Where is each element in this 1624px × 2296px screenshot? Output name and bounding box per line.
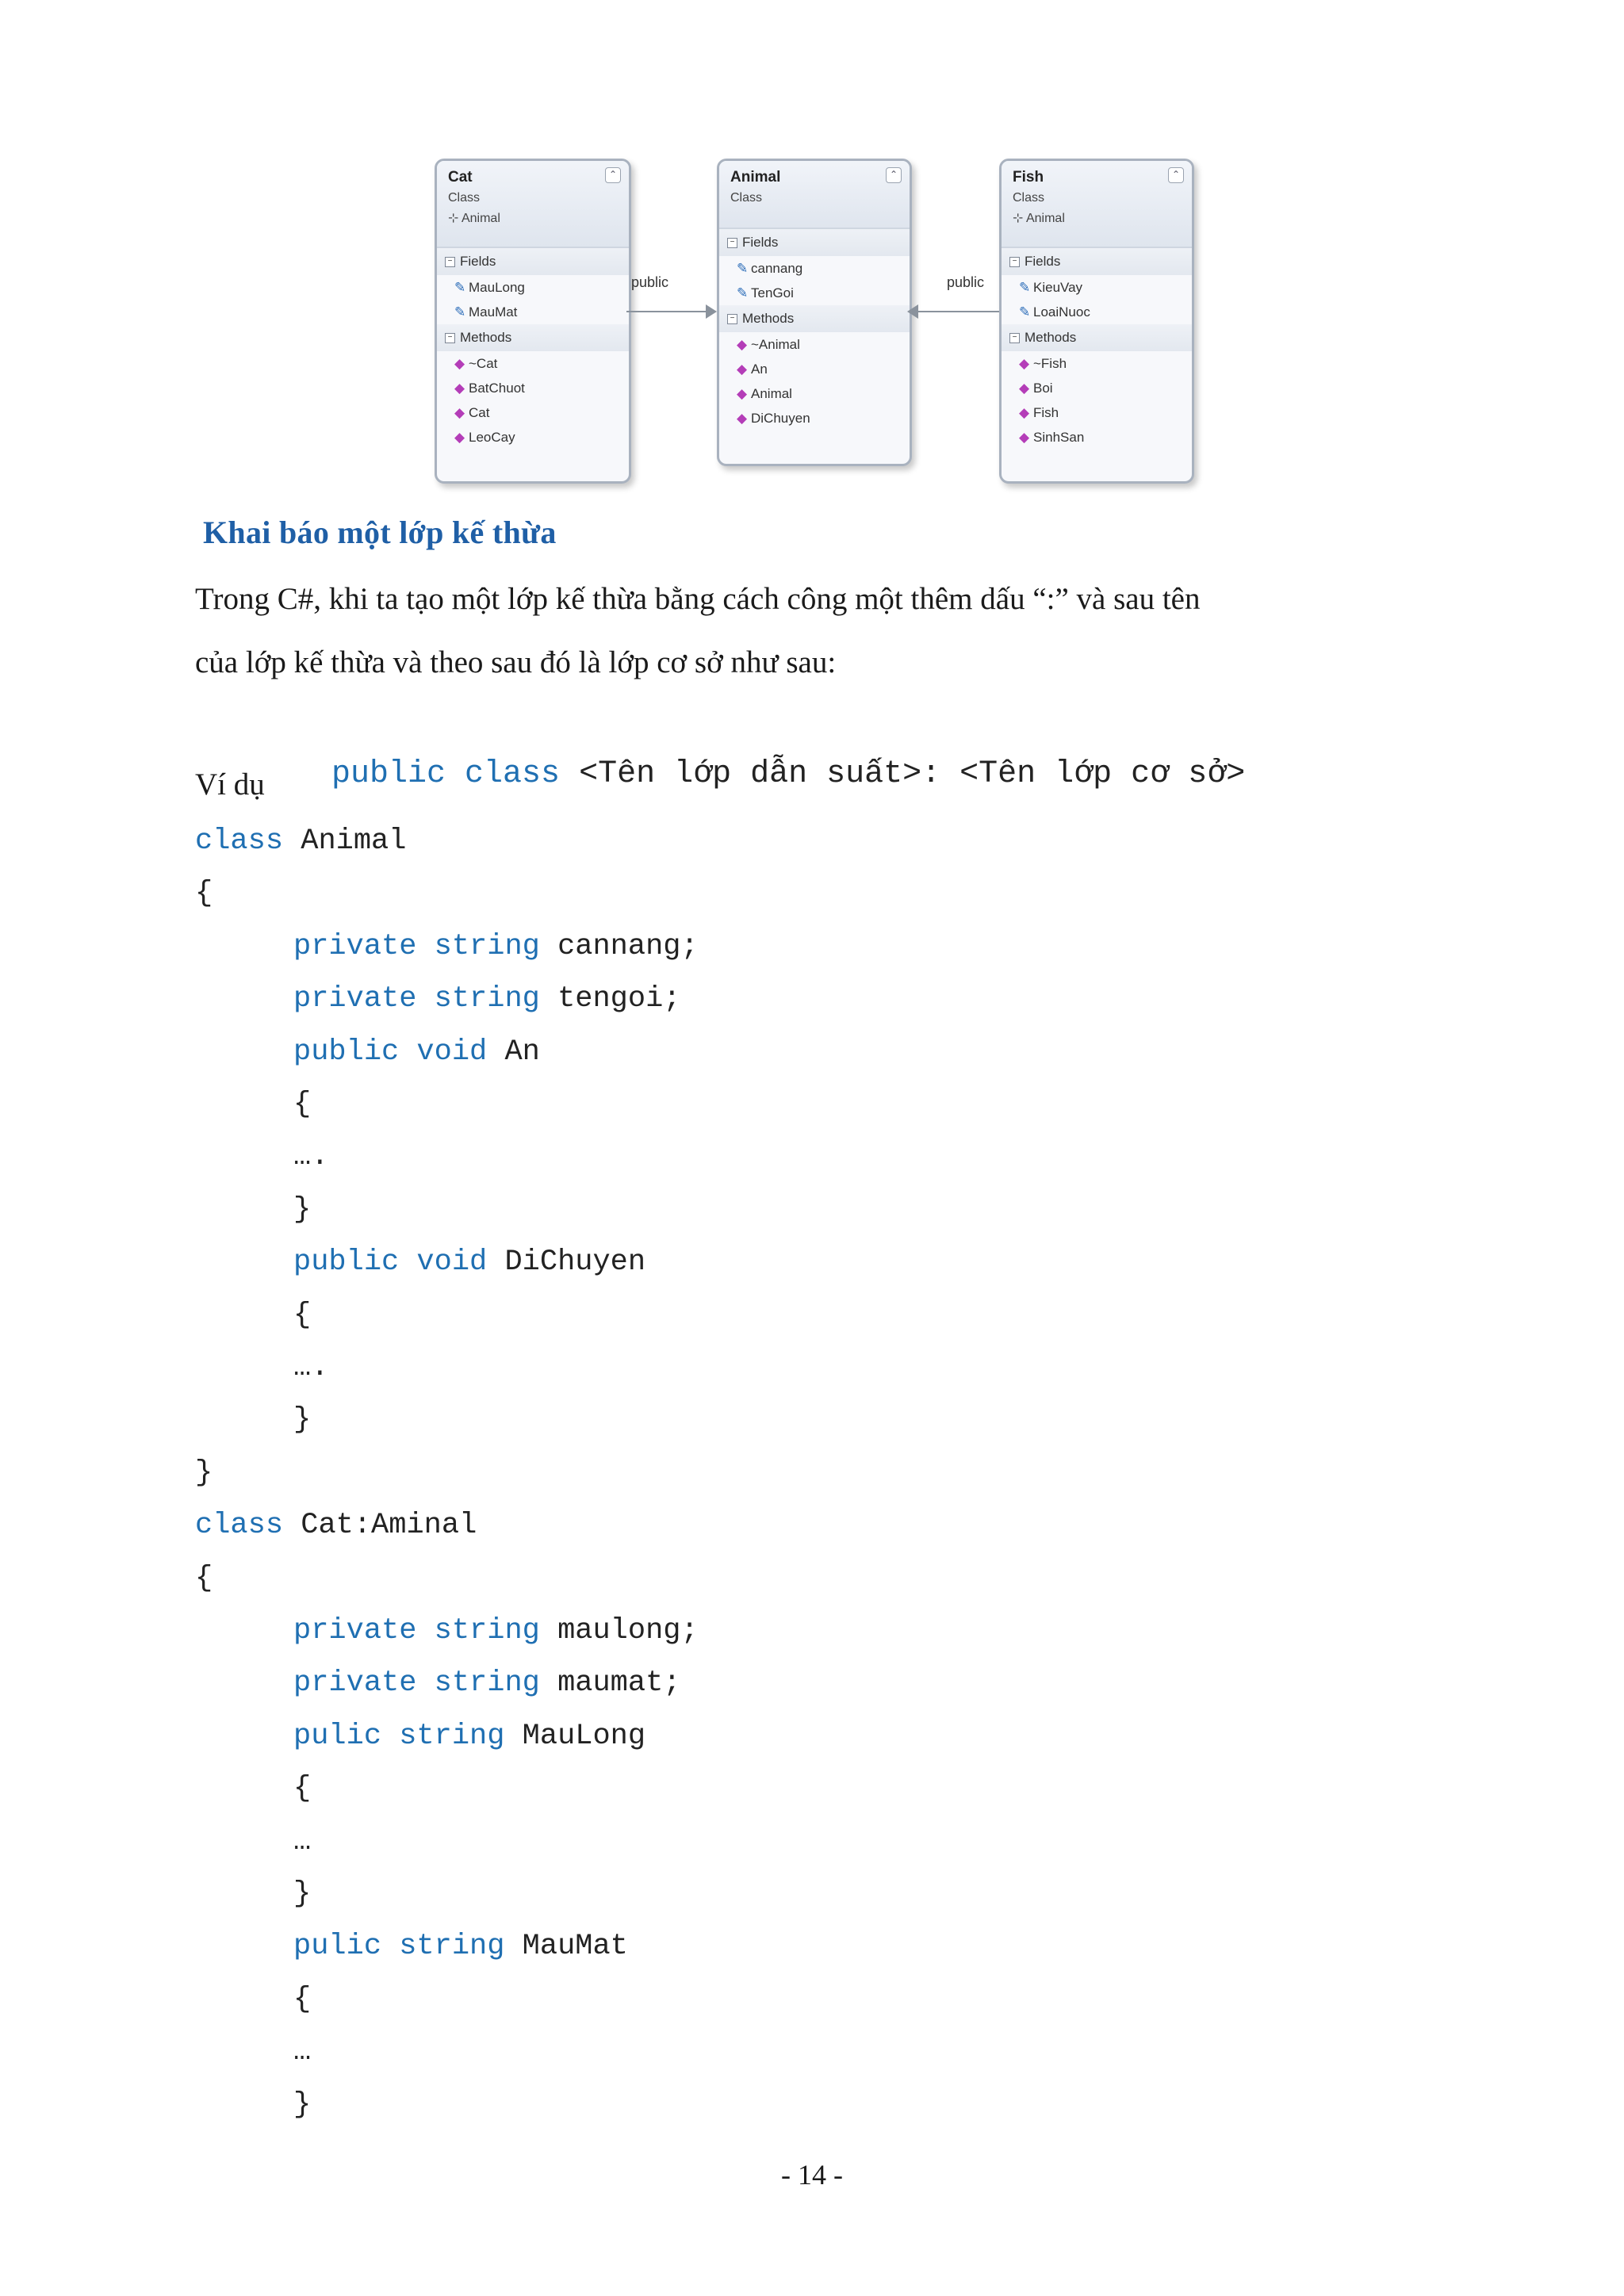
code-line [293, 1816, 311, 1868]
code-text: …. [293, 1140, 329, 1174]
method-name: DiChuyen [751, 411, 810, 426]
method-icon: ◆ [737, 386, 748, 401]
field-item [719, 281, 910, 305]
code-keyword: private string [293, 929, 540, 963]
collapse-icon[interactable]: ⌃ [1168, 167, 1184, 183]
code-line [293, 973, 681, 1025]
code-line [293, 2026, 311, 2078]
method-item [1002, 351, 1192, 376]
collapse-minus-icon: − [727, 238, 737, 248]
syntax-rest: <Tên lớp dẫn suất>: <Tên lớp cơ sở> [560, 756, 1246, 792]
class-name: Animal [730, 169, 781, 186]
section-label: Fields [460, 254, 496, 269]
method-icon: ◆ [737, 362, 748, 377]
code-text: } [293, 1192, 312, 1226]
code-keyword: private string [293, 982, 540, 1016]
method-name: ~Animal [751, 337, 800, 352]
code-keyword: pulic string [293, 1719, 505, 1753]
class-box-fish [999, 159, 1194, 484]
code-line [293, 1026, 540, 1078]
code-line [293, 1078, 311, 1131]
code-text: { [195, 1561, 213, 1595]
method-name: Fish [1033, 405, 1059, 420]
code-line [293, 1710, 645, 1762]
method-icon: ◆ [1019, 381, 1030, 396]
fields-section[interactable] [437, 248, 629, 275]
method-name: An [751, 362, 768, 377]
class-name: Fish [1013, 169, 1044, 186]
class-box-cat [435, 159, 631, 484]
collapse-icon[interactable]: ⌃ [605, 167, 621, 183]
section-heading: Khai báo một lớp kế thừa [203, 515, 557, 550]
field-icon: ✎ [454, 304, 466, 320]
code-line [293, 1184, 311, 1236]
field-name: MauLong [469, 280, 525, 295]
code-text: …. [293, 1351, 329, 1384]
field-name: MauMat [469, 304, 518, 320]
method-icon: ◆ [737, 411, 748, 426]
connector-label-left: public [631, 274, 669, 290]
code-keyword: pulic string [293, 1930, 505, 1964]
code-line [293, 1131, 328, 1183]
code-text: { [293, 1772, 312, 1806]
code-text: { [195, 877, 213, 911]
code-text: { [293, 1982, 312, 2016]
code-keyword: class [195, 825, 284, 858]
code-line [195, 867, 213, 920]
method-name: Animal [751, 386, 792, 401]
code-line [195, 1552, 213, 1605]
code-text: … [293, 1824, 312, 1858]
methods-section[interactable] [437, 324, 629, 351]
code-line [293, 1289, 311, 1341]
method-name: LeoCay [469, 430, 515, 445]
code-line [293, 1236, 645, 1288]
code-keyword: public void [293, 1246, 488, 1280]
base-class-name: Animal [1025, 212, 1065, 225]
field-item [1002, 275, 1192, 300]
code-text: { [293, 1088, 312, 1121]
field-item [719, 256, 910, 281]
class-base: ⊹ Animal [448, 212, 500, 225]
field-icon: ✎ [1019, 280, 1031, 295]
method-item [719, 332, 910, 357]
class-name: Cat [448, 169, 473, 186]
methods-section[interactable] [1002, 324, 1192, 351]
method-icon: ◆ [454, 430, 465, 445]
code-text: … [293, 2035, 312, 2069]
collapse-minus-icon: − [1009, 257, 1020, 267]
section-label: Fields [1025, 254, 1061, 269]
method-item [719, 406, 910, 430]
inheritance-arrow-icon [907, 304, 918, 319]
code-text: cannang; [539, 929, 699, 963]
code-line [293, 1868, 311, 1920]
class-stereotype: Class [448, 191, 481, 205]
code-text: } [293, 2087, 312, 2122]
code-text: Cat:Aminal [283, 1509, 477, 1543]
inheritance-arrow-icon [706, 304, 717, 319]
code-keyword: private string [293, 1667, 540, 1701]
method-item [437, 400, 629, 425]
field-icon: ✎ [1019, 304, 1031, 320]
method-item [719, 381, 910, 406]
code-text: MauMat [504, 1930, 628, 1964]
class-stereotype: Class [1013, 191, 1045, 205]
example-label: Ví dụ [195, 767, 265, 802]
method-item [1002, 425, 1192, 450]
class-header [1002, 161, 1192, 248]
method-item [1002, 400, 1192, 425]
code-text: maumat; [539, 1667, 681, 1701]
code-line [293, 920, 699, 973]
fields-section[interactable] [719, 229, 910, 256]
code-text: { [293, 1298, 312, 1332]
code-line [293, 1394, 311, 1446]
code-line [293, 2079, 311, 2131]
code-text: DiChuyen [487, 1246, 646, 1280]
section-label: Methods [742, 311, 795, 326]
collapse-minus-icon: − [445, 257, 455, 267]
page-number: - 14 - [781, 2159, 843, 2191]
field-name: KieuVay [1033, 280, 1083, 295]
class-stereotype: Class [730, 191, 763, 205]
inheritance-line-cat [626, 311, 709, 312]
code-text: Animal [283, 825, 407, 858]
code-text: } [293, 1877, 312, 1911]
code-keyword: public void [293, 1035, 488, 1069]
field-icon: ✎ [454, 280, 466, 295]
field-name: TenGoi [751, 285, 794, 300]
method-item [719, 357, 910, 381]
code-line [293, 1973, 311, 2026]
collapse-minus-icon: − [445, 333, 455, 343]
syntax-line [293, 696, 1245, 801]
code-line [195, 1447, 213, 1499]
code-text: tengoi; [539, 982, 681, 1016]
field-item [437, 300, 629, 324]
code-text: } [195, 1456, 213, 1490]
code-line [293, 1920, 628, 1973]
code-text: An [487, 1035, 540, 1069]
code-line [293, 1657, 681, 1709]
field-icon: ✎ [737, 261, 749, 276]
method-icon: ◆ [1019, 356, 1030, 371]
method-item [437, 351, 629, 376]
code-line [293, 1605, 699, 1657]
code-line [293, 1341, 328, 1394]
code-text: } [293, 1403, 312, 1437]
class-box-animal [717, 159, 912, 466]
method-icon: ◆ [737, 337, 748, 352]
method-icon: ◆ [454, 381, 465, 396]
method-item [437, 425, 629, 450]
code-line [195, 1499, 477, 1552]
method-item [437, 376, 629, 400]
paragraph-line-2: của lớp kế thừa và theo sau đó là lớp cơ sở như sau: [195, 645, 837, 679]
connector-label-right: public [947, 274, 985, 290]
code-text: MauLong [504, 1719, 646, 1753]
section-label: Methods [1025, 330, 1077, 345]
method-name: SinhSan [1033, 430, 1085, 445]
class-base: ⊹ Animal [1013, 212, 1065, 225]
collapse-icon[interactable]: ⌃ [886, 167, 902, 183]
collapse-minus-icon: − [727, 314, 737, 324]
code-keyword: private string [293, 1614, 540, 1647]
field-name: cannang [751, 261, 803, 276]
section-label: Fields [742, 235, 779, 250]
base-class-name: Animal [461, 212, 500, 225]
method-name: Boi [1033, 381, 1053, 396]
method-icon: ◆ [1019, 430, 1030, 445]
code-line [293, 1762, 311, 1815]
method-icon: ◆ [1019, 405, 1030, 420]
code-text: maulong; [539, 1614, 699, 1647]
method-icon: ◆ [454, 356, 465, 371]
section-label: Methods [460, 330, 512, 345]
class-header [719, 161, 910, 229]
field-item [437, 275, 629, 300]
collapse-minus-icon: − [1009, 333, 1020, 343]
field-icon: ✎ [737, 285, 749, 300]
method-name: ~Fish [1033, 356, 1067, 371]
methods-section[interactable] [719, 305, 910, 332]
method-name: ~Cat [469, 356, 498, 371]
code-keyword: class [195, 1509, 284, 1543]
method-name: BatChuot [469, 381, 525, 396]
class-header [437, 161, 629, 248]
code-line [195, 815, 406, 867]
field-item [1002, 300, 1192, 324]
field-name: LoaiNuoc [1033, 304, 1090, 320]
syntax-keyword: public class [331, 756, 561, 792]
inheritance-line-fish [917, 311, 999, 312]
fields-section[interactable] [1002, 248, 1192, 275]
paragraph-line-1: Trong C#, khi ta tạo một lớp kế thừa bằng cách công một thêm dấu “:” và sau tên [195, 582, 1201, 616]
method-item [1002, 376, 1192, 400]
method-icon: ◆ [454, 405, 465, 420]
method-name: Cat [469, 405, 490, 420]
